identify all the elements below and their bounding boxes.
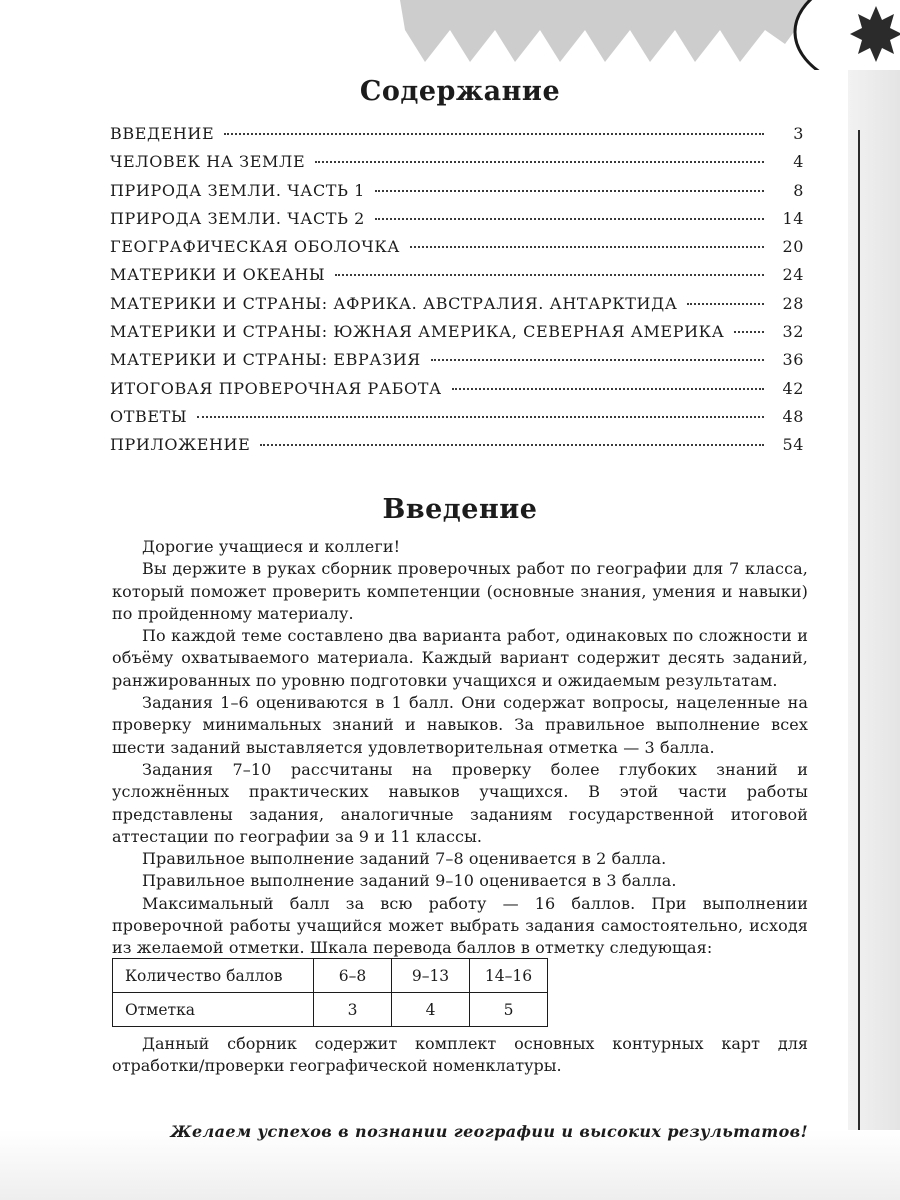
after-table-paragraph: Данный сборник содержит комплект основных контурных карт для отработки/проверки географической номенклатуры. (112, 1034, 808, 1076)
table-cell: 14–16 (470, 959, 548, 993)
toc-entry[interactable] (110, 209, 804, 237)
toc-entry-label: ПРИРОДА ЗЕМЛИ. ЧАСТЬ 1 (110, 180, 365, 200)
toc-entry[interactable] (110, 407, 804, 435)
toc-entry[interactable] (110, 265, 804, 293)
toc-entry-page: 24 (782, 265, 804, 285)
toc-entry-page: 8 (793, 180, 804, 200)
dot-leader (224, 133, 764, 135)
intro-paragraph: Правильное выполнение заданий 9–10 оценивается в 3 балла. (142, 871, 677, 891)
table-row (113, 959, 548, 993)
toc-entry-page: 54 (782, 435, 804, 455)
table-cell: 9–13 (392, 959, 470, 993)
dot-leader (431, 359, 764, 361)
table-row (113, 993, 548, 1027)
intro-body (112, 536, 808, 960)
intro-paragraph: По каждой теме составлено два варианта работ, одинаковых по сложности и объёму охватываемого материала. Каждый вариант содержит десять заданий, ранжированных по уровню подготовки учащихся и ожидаемым результатам. (112, 626, 808, 690)
header-zigzag-band (400, 0, 810, 62)
row-header-points: Количество баллов (113, 959, 314, 993)
intro-paragraph: Вы держите в руках сборник проверочных работ по географии для 7 класса, который поможет проверить компетенции (основные знания, умения и навыки) по пройденному материалу. (112, 559, 808, 623)
intro-paragraph: Правильное выполнение заданий 7–8 оценивается в 2 балла. (142, 849, 667, 869)
closing-wish: Желаем успехов в познании географии и высоких результатов! (170, 1122, 808, 1141)
toc-entry[interactable] (110, 152, 804, 180)
toc-entry[interactable] (110, 350, 804, 378)
toc-entry[interactable] (110, 294, 804, 322)
dot-leader (375, 190, 764, 192)
toc-entry-page: 36 (782, 350, 804, 370)
toc-entry[interactable] (110, 379, 804, 407)
row-header-grade: Отметка (113, 993, 314, 1027)
toc-entry-page: 42 (782, 378, 804, 398)
toc-entry-label: МАТЕРИКИ И ОКЕАНЫ (110, 265, 326, 285)
table-of-contents (110, 124, 804, 464)
dot-leader (452, 388, 764, 390)
toc-entry-label: ВВЕДЕНИЕ (110, 124, 215, 143)
table-cell: 3 (314, 993, 392, 1027)
header-decoration (380, 0, 900, 70)
toc-entry-label: ЧЕЛОВЕК НА ЗЕМЛЕ (110, 152, 306, 172)
toc-entry-page: 4 (793, 152, 804, 172)
toc-entry[interactable] (110, 124, 804, 152)
intro-paragraph: Максимальный балл за всю работу — 16 баллов. При выполнении проверочной работы учащийся может выбрать задания самостоятельно, исходя из желаемой отметки. Шкала перевода баллов в отметку следующая: (112, 893, 808, 958)
toc-entry-label: ОТВЕТЫ (110, 406, 188, 426)
toc-entry-label: МАТЕРИКИ И СТРАНЫ: ЮЖНАЯ АМЕРИКА, СЕВЕРНАЯ АМЕРИКА (110, 322, 725, 342)
toc-entry-label: МАТЕРИКИ И СТРАНЫ: ЕВРАЗИЯ (110, 350, 421, 370)
dot-leader (734, 331, 764, 333)
table-cell: 6–8 (314, 959, 392, 993)
intro-paragraph: Задания 7–10 рассчитаны на проверку более глубоких знаний и усложнённых практических навыков учащихся. В этой части работы представлены задания, аналогичные заданиям государственной итоговой аттестации по географии за 9 и 11 классы. (112, 759, 808, 846)
page-edge-shadow (848, 0, 900, 1200)
dot-leader (335, 274, 764, 276)
after-table-text (112, 1033, 808, 1078)
margin-rule (858, 130, 860, 1200)
toc-entry-page: 3 (793, 124, 804, 143)
dot-leader (687, 303, 764, 305)
toc-entry-page: 32 (782, 322, 804, 342)
dot-leader (315, 161, 764, 163)
dot-leader (260, 444, 764, 446)
toc-entry[interactable] (110, 237, 804, 265)
toc-entry-label: ИТОГОВАЯ ПРОВЕРОЧНАЯ РАБОТА (110, 378, 442, 398)
toc-heading: Содержание (359, 76, 561, 107)
table-cell: 5 (470, 993, 548, 1027)
toc-entry-page: 28 (782, 293, 804, 313)
toc-entry[interactable] (110, 322, 804, 350)
dot-leader (410, 246, 764, 248)
table-cell: 4 (392, 993, 470, 1027)
intro-heading: Введение (382, 494, 538, 525)
dot-leader (197, 416, 764, 418)
toc-entry-label: ПРИРОДА ЗЕМЛИ. ЧАСТЬ 2 (110, 208, 365, 228)
toc-entry-label: ПРИЛОЖЕНИЕ (110, 435, 251, 455)
toc-entry-page: 14 (782, 208, 804, 228)
toc-entry[interactable] (110, 181, 804, 209)
toc-entry-page: 20 (782, 237, 804, 257)
dot-leader (375, 218, 764, 220)
toc-entry-label: МАТЕРИКИ И СТРАНЫ: АФРИКА. АВСТРАЛИЯ. АНТАРКТИДА (110, 293, 678, 313)
intro-paragraph: Дорогие учащиеся и коллеги! (142, 537, 401, 556)
score-conversion-table (112, 958, 548, 1027)
toc-entry[interactable] (110, 435, 804, 463)
intro-paragraph: Задания 1–6 оцениваются в 1 балл. Они содержат вопросы, нацеленные на проверку минимальных знаний и навыков. За правильное выполнение всех шести заданий выставляется удовлетворительная отметка — 3 балла. (112, 693, 808, 757)
toc-entry-page: 48 (782, 406, 804, 426)
toc-entry-label: ГЕОГРАФИЧЕСКАЯ ОБОЛОЧКА (110, 237, 401, 257)
